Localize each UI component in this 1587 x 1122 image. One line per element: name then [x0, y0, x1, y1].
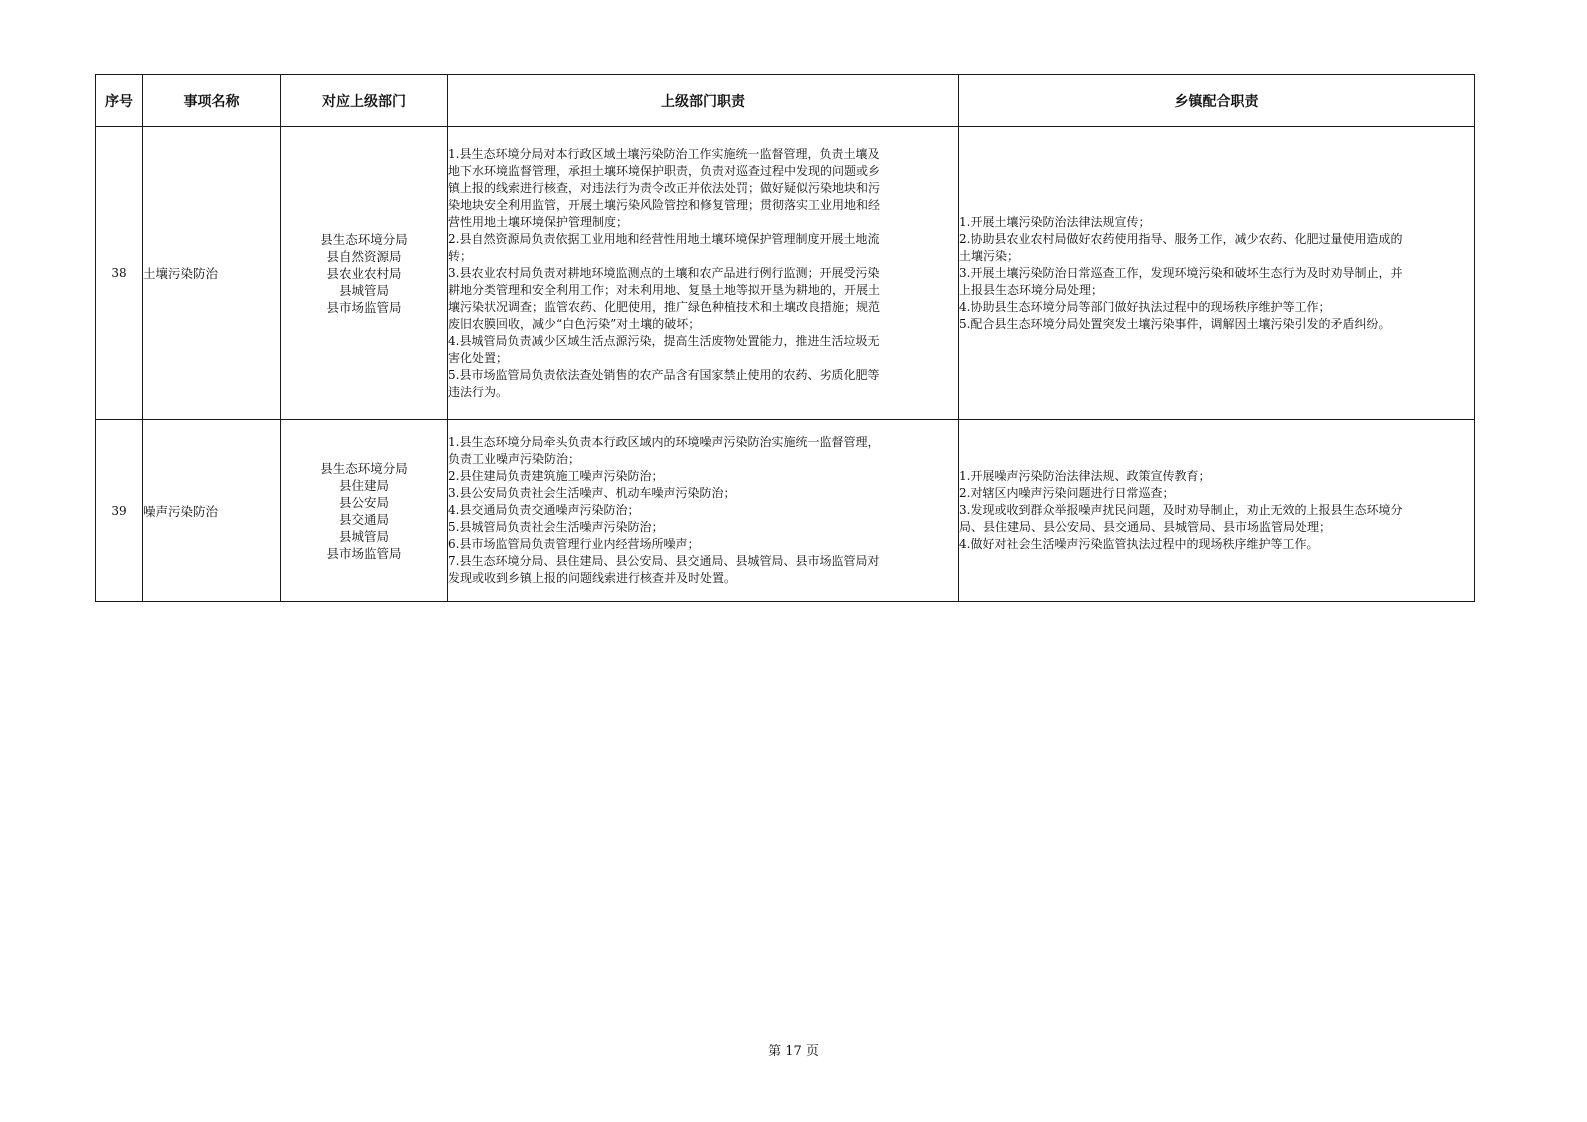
dept-line: 县市场监管局 — [326, 545, 402, 561]
header-town-duty: 乡镇配合职责 — [959, 75, 1475, 127]
duty-line: 镇上报的线索进行核查，对违法行为责令改正并依法处罚；做好疑似污染地块和污 — [448, 180, 881, 195]
duty-line: 2.对辖区内噪声污染问题进行日常巡查； — [959, 486, 1175, 500]
header-upper-duty: 上级部门职责 — [448, 75, 959, 127]
item-name: 土壤污染防治 — [143, 127, 281, 420]
duty-line: 土壤污染； — [959, 248, 1020, 263]
duty-line: 5.县城管局负责社会生活噪声污染防治； — [448, 520, 664, 534]
upper-duty-cell — [448, 420, 959, 602]
header-dept: 对应上级部门 — [281, 75, 448, 127]
duty-line: 3.县农业农村局负责对耕地环境监测点的土壤和农产品进行例行监测；开展受污染 — [448, 265, 880, 280]
town-duty-cell — [959, 420, 1475, 602]
duty-line: 上报县生态环境分局处理； — [959, 282, 1104, 297]
header-row — [96, 75, 1475, 127]
row-number: 39 — [96, 420, 143, 602]
duty-line: 1.县生态环境分局牵头负责本行政区域内的环境噪声污染防治实施统一监督管理， — [448, 435, 880, 449]
table-row — [96, 127, 1475, 420]
duty-line: 营性用地土壤环境保护管理制度； — [448, 214, 629, 229]
duty-line: 局、县住建局、县公安局、县交通局、县城管局、县市场监管局处理； — [959, 520, 1332, 534]
duty-line: 耕地分类管理和安全利用工作；对未利用地、复垦土地等拟开垦为耕地的，开展土 — [448, 282, 881, 297]
duty-line: 2.县住建局负责建筑施工噪声污染防治； — [448, 469, 664, 483]
duty-line: 4.做好对社会生活噪声污染监管执法过程中的现场秩序维护等工作。 — [959, 537, 1319, 551]
dept-cell — [281, 420, 448, 602]
duty-line: 壤污染状况调查；监管农药、化肥使用，推广绿色种植技术和土壤改良措施；规范 — [448, 299, 881, 314]
dept-line: 县生态环境分局 — [320, 460, 408, 476]
dept-line: 县自然资源局 — [326, 248, 402, 264]
duty-line: 6.县市场监管局负责管理行业内经营场所噪声； — [448, 537, 700, 551]
header-no: 序号 — [96, 75, 143, 127]
duty-line: 地下水环境监督管理，承担土壤环境保护职责，负责对巡查过程中发现的问题或乡 — [448, 163, 881, 178]
dept-cell — [281, 127, 448, 420]
duty-line: 发现或收到乡镇上报的问题线索进行核查并及时处置。 — [448, 571, 737, 585]
duty-line: 染地块安全利用监管，开展土壤污染风险管控和修复管理；贯彻落实工业用地和经 — [448, 197, 881, 212]
item-name: 噪声污染防治 — [143, 420, 281, 602]
duty-table — [95, 74, 1475, 602]
header-name: 事项名称 — [143, 75, 281, 127]
duty-line: 害化处置； — [448, 350, 509, 365]
duty-line: 负责工业噪声污染防治； — [448, 452, 581, 466]
duty-line: 3.开展土壤污染防治日常巡查工作，发现环境污染和破坏生态行为及时劝导制止，并 — [959, 265, 1403, 280]
duty-line: 3.县公安局负责社会生活噪声、机动车噪声污染防治； — [448, 486, 736, 500]
duty-line: 5.配合县生态环境分局处置突发土壤污染事件，调解因土壤污染引发的矛盾纠纷。 — [959, 316, 1391, 331]
dept-line: 县城管局 — [338, 528, 389, 544]
duty-line: 4.县城管局负责减少区域生活点源污染，提高生活废物处置能力，推进生活垃圾无 — [448, 333, 880, 348]
dept-line: 县住建局 — [338, 477, 389, 493]
duty-line: 5.县市场监管局负责依法查处销售的农产品含有国家禁止使用的农药、劣质化肥等 — [448, 367, 880, 382]
duty-line: 转； — [448, 248, 473, 263]
dept-line: 县农业农村局 — [326, 265, 402, 281]
row-number: 38 — [96, 127, 143, 420]
duty-line: 7.县生态环境分局、县住建局、县公安局、县交通局、县城管局、县市场监管局对 — [448, 554, 880, 568]
upper-duty-cell — [448, 127, 959, 420]
dept-line: 县生态环境分局 — [320, 231, 408, 247]
duty-line: 违法行为。 — [448, 384, 509, 399]
duty-line: 1.开展噪声污染防治法律法规、政策宣传教育； — [959, 469, 1211, 483]
dept-line: 县公安局 — [338, 494, 389, 510]
duty-line: 3.发现或收到群众举报噪声扰民问题，及时劝导制止，劝止无效的上报县生态环境分 — [959, 503, 1403, 517]
duty-line: 4.县交通局负责交通噪声污染防治； — [448, 503, 640, 517]
duty-line: 废旧农膜回收，减少“白色污染”对土壤的破坏； — [448, 316, 701, 331]
duty-line: 1.开展土壤污染防治法律法规宣传； — [959, 214, 1151, 229]
duty-line: 2.县自然资源局负责依据工业用地和经营性用地土壤环境保护管理制度开展土地流 — [448, 231, 880, 246]
table-row — [96, 420, 1475, 602]
town-duty-cell — [959, 127, 1475, 420]
duty-line: 4.协助县生态环境分局等部门做好执法过程中的现场秩序维护等工作； — [959, 299, 1331, 314]
dept-line: 县交通局 — [338, 511, 389, 527]
duty-line: 1.县生态环境分局对本行政区域土壤污染防治工作实施统一监督管理，负责土壤及 — [448, 146, 880, 161]
page-number: 第 17 页 — [768, 1044, 819, 1059]
dept-line: 县城管局 — [338, 282, 389, 298]
duty-line: 2.协助县农业农村局做好农药使用指导、服务工作，减少农药、化肥过量使用造成的 — [959, 231, 1403, 246]
dept-line: 县市场监管局 — [326, 299, 402, 315]
